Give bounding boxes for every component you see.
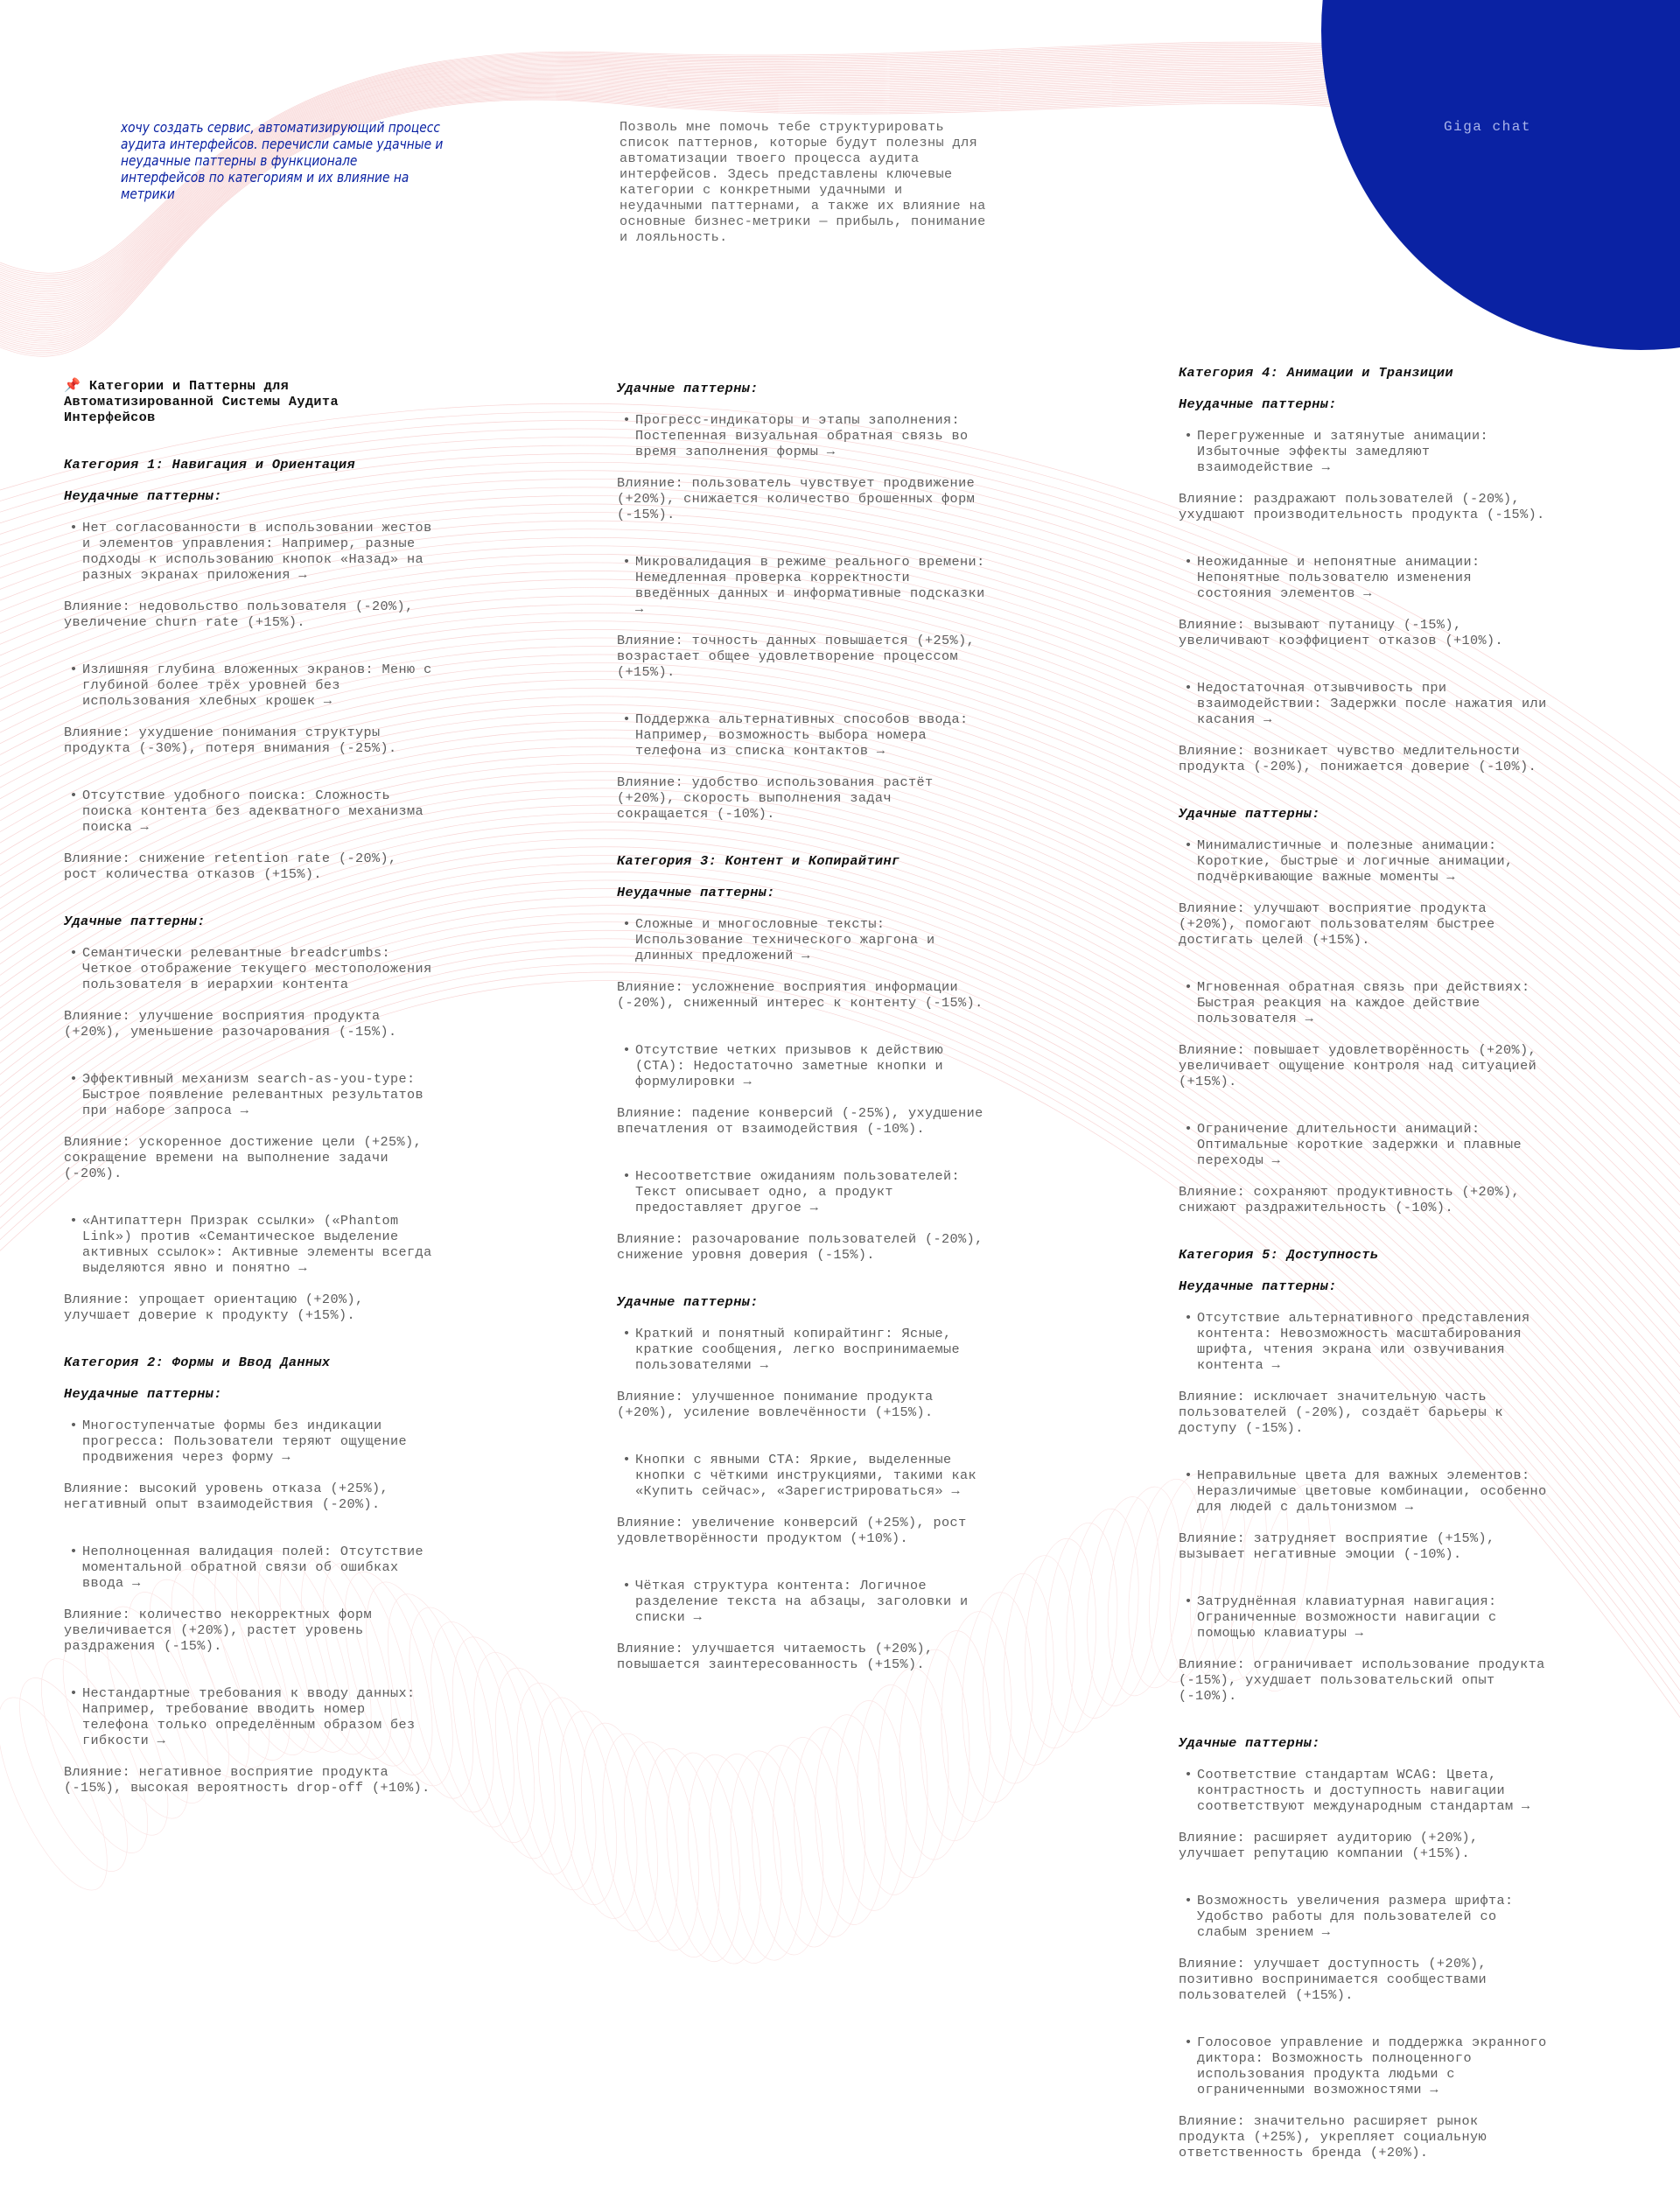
column-middle — [617, 381, 1072, 1704]
pattern-text: Микровалидация в режиме реального времени: Немедленная проверка корректности введённых данных и информативные подсказки → — [635, 554, 985, 617]
pattern-text: Кнопки с явными CTA: Яркие, выделенные кнопки с чёткими инструкциями, такими как «Купить сейчас», «Зарегистрироваться» → — [635, 1452, 977, 1499]
assistant-name: Giga chat — [1444, 119, 1531, 135]
bullet-icon: • — [1184, 1310, 1193, 1326]
bad-patterns-heading: Неудачные паттерны: — [1179, 396, 1337, 412]
pattern-item — [1179, 1121, 1634, 1168]
assistant-intro: Позволь мне помочь тебе структурировать список паттернов, которые будут полезны для автоматизации твоего процесса аудита интерфейсов. Здесь представлены ключевые категории с конкретными удачными и неудачными паттернами, а также их влияние на основные бизнес-метрики — прибыль, понимание и лояльность. — [620, 119, 986, 245]
bad-patterns-heading: Неудачные паттерны: — [617, 885, 775, 900]
impact-text: Влияние: исключает значительную часть пользователей (-20%), создаёт барьеры к доступу (-15%). — [1179, 1389, 1504, 1436]
bullet-icon: • — [1184, 680, 1193, 696]
pattern-text: Возможность увеличения размера шрифта: Удобство работы для пользователей со слабым зрением → — [1197, 1893, 1514, 1940]
bullet-icon: • — [1184, 1893, 1193, 1908]
pattern-item — [64, 1685, 519, 1748]
bullet-icon: • — [1184, 1121, 1193, 1137]
category-accessibility — [1179, 1247, 1634, 2160]
pattern-item — [617, 711, 1072, 759]
pattern-item — [617, 916, 1072, 963]
category-title: Категория 3: Контент и Копирайтинг — [617, 853, 900, 869]
impact-text: Влияние: удобство использования растёт (+20%), скорость выполнения задач сокращается (-10%). — [617, 774, 934, 822]
pattern-item — [64, 945, 519, 992]
pattern-item — [617, 1168, 1072, 1215]
bullet-icon: • — [622, 554, 631, 570]
impact-text: Влияние: ограничивает использование продукта (-15%), ухудшает пользовательский опыт (-10%). — [1179, 1656, 1545, 1704]
impact-text: Влияние: возникает чувство медлительности продукта (-20%), понижается доверие (-10%). — [1179, 743, 1537, 774]
bad-patterns-heading: Неудачные паттерны: — [1179, 1278, 1337, 1294]
pattern-text: Неожиданные и непонятные анимации: Непонятные пользователю изменения состояния элементов → — [1197, 554, 1480, 601]
bullet-icon: • — [622, 1326, 631, 1341]
pattern-text: «Антипаттерн Призрак ссылки» («Phantom Link») против «Семантическое выделение активных ссылок»: Активные элементы всегда выделяются явно и понятно → — [82, 1213, 432, 1276]
bullet-icon: • — [1184, 2034, 1193, 2050]
pattern-text: Отсутствие удобного поиска: Сложность поиска контента без адекватного механизма поиска → — [82, 788, 424, 835]
impact-text: Влияние: усложнение восприятия информации (-20%), сниженный интерес к контенту (-15%). — [617, 979, 984, 1011]
bullet-icon: • — [622, 711, 631, 727]
bullet-icon: • — [622, 1042, 631, 1058]
bullet-icon: • — [1184, 554, 1193, 570]
impact-text: Влияние: количество некорректных форм увеличивается (+20%), растет уровень раздражения (-15%). — [64, 1607, 373, 1654]
impact-text: Влияние: увеличение конверсий (+25%), рост удовлетворённости продуктом (+10%). — [617, 1515, 967, 1546]
bullet-icon: • — [622, 916, 631, 932]
pattern-text: Прогресс-индикаторы и этапы заполнения: Постепенная визуальная обратная связь во время заполнения формы → — [635, 412, 969, 459]
pattern-item — [64, 662, 519, 709]
bullet-icon: • — [1184, 428, 1193, 444]
pattern-text: Соответствие стандартам WCAG: Цвета, контрастность и доступность навигации соответствуют международным стандартам → — [1197, 1767, 1530, 1814]
impact-text: Влияние: пользователь чувствует продвижение (+20%), снижается количество брошенных форм (-15%). — [617, 475, 976, 522]
pattern-text: Семантически релевантные breadcrumbs: Четкое отображение текущего местоположения пользователя в иерархии контента — [82, 945, 432, 992]
bullet-icon: • — [622, 1578, 631, 1593]
impact-text: Влияние: улучшение восприятия продукта (+20%), уменьшение разочарования (-15%). — [64, 1008, 397, 1040]
pattern-item — [1179, 837, 1634, 885]
impact-text: Влияние: ухудшение понимания структуры продукта (-30%), потеря внимания (-25%). — [64, 725, 397, 756]
pattern-item — [1179, 1593, 1634, 1641]
pattern-item — [1179, 1310, 1634, 1373]
bullet-icon: • — [1184, 837, 1193, 853]
bullet-icon: • — [69, 1544, 78, 1559]
bullet-icon: • — [69, 1685, 78, 1701]
category-title: Категория 5: Доступность — [1179, 1247, 1379, 1263]
pattern-item — [64, 520, 519, 583]
pattern-item — [1179, 2034, 1634, 2097]
impact-text: Влияние: недовольство пользователя (-20%), увеличение churn rate (+15%). — [64, 599, 414, 630]
pattern-text: Эффективный механизм search-as-you-type: Быстрое появление релевантных результатов при наборе запроса → — [82, 1071, 424, 1118]
category-content — [617, 853, 1072, 1672]
pattern-text: Минималистичные и полезные анимации: Короткие, быстрые и логичные анимации, подчёркивающие важные моменты → — [1197, 837, 1514, 885]
pattern-text: Недостаточная отзывчивость при взаимодействии: Задержки после нажатия или касания → — [1197, 680, 1547, 727]
bullet-icon: • — [69, 662, 78, 677]
bad-patterns-heading: Неудачные паттерны: — [64, 1386, 222, 1402]
bullet-icon: • — [69, 1213, 78, 1229]
pattern-text: Излишняя глубина вложенных экранов: Меню с глубиной более трёх уровней без использования хлебных крошек → — [82, 662, 432, 709]
impact-text: Влияние: улучшается читаемость (+20%), повышается заинтересованность (+15%). — [617, 1641, 934, 1672]
category-title: Категория 4: Анимации и Транзиции — [1179, 365, 1453, 381]
good-patterns-heading: Удачные паттерны: — [1179, 1735, 1320, 1751]
pattern-text: Нет согласованности в использовании жестов и элементов управления: Например, разные подходы к использованию кнопок «Назад» на разных экранах приложения → — [82, 520, 432, 583]
impact-text: Влияние: упрощает ориентацию (+20%), улучшает доверие к продукту (+15%). — [64, 1292, 364, 1323]
pattern-item — [1179, 1767, 1634, 1814]
bullet-icon: • — [69, 945, 78, 961]
impact-text: Влияние: улучшают восприятие продукта (+20%), помогают пользователям быстрее достигать целей (+15%). — [1179, 900, 1495, 948]
pattern-item — [64, 1213, 519, 1276]
pattern-text: Отсутствие четких призывов к действию (CTA): Недостаточно заметные кнопки и формулировки → — [635, 1042, 944, 1089]
pattern-text: Несоответствие ожиданиям пользователей: Текст описывает одно, а продукт предоставляет другое → — [635, 1168, 961, 1215]
pattern-item — [617, 554, 1072, 617]
pattern-item — [617, 1042, 1072, 1089]
pattern-text: Затруднённая клавиатурная навигация: Ограниченные возможности навигации с помощью клавиатуры → — [1197, 1593, 1497, 1641]
pattern-item — [617, 412, 1072, 459]
bullet-icon: • — [622, 1168, 631, 1184]
pattern-text: Нестандартные требования к вводу данных: Например, требование вводить номер телефона только определённым образом без гибкости → — [82, 1685, 416, 1748]
category-title: Категория 1: Навигация и Ориентация — [64, 457, 355, 473]
pattern-item — [1179, 554, 1634, 601]
impact-text: Влияние: ускоренное достижение цели (+25%), сокращение времени на выполнение задачи (-20%). — [64, 1134, 423, 1181]
pattern-item — [64, 788, 519, 835]
document-title: 📌 Категории и Паттерны для Автоматизированной Системы Аудита Интерфейсов — [64, 378, 339, 425]
impact-text: Влияние: негативное восприятие продукта (-15%), высокая вероятность drop-off (+10%). — [64, 1764, 430, 1796]
pattern-text: Чёткая структура контента: Логичное разделение текста на абзацы, заголовки и списки → — [635, 1578, 969, 1625]
bullet-icon: • — [69, 788, 78, 803]
pattern-item — [617, 1326, 1072, 1373]
good-patterns-heading: Удачные паттерны: — [617, 1294, 759, 1310]
pattern-text: Мгновенная обратная связь при действиях: Быстрая реакция на каждое действие пользователя → — [1197, 979, 1530, 1026]
pattern-text: Отсутствие альтернативного представления контента: Невозможность масштабирования шрифта, чтения экрана или озвучивания контента → — [1197, 1310, 1530, 1373]
impact-text: Влияние: затрудняет восприятие (+15%), вызывает негативные эмоции (-10%). — [1179, 1530, 1495, 1562]
impact-text: Влияние: точность данных повышается (+25%), возрастает общее удовлетворение процессом (+15%). — [617, 633, 976, 680]
pattern-item — [1179, 1893, 1634, 1940]
pattern-item — [64, 1418, 519, 1465]
good-patterns-heading: Удачные паттерны: — [1179, 806, 1320, 822]
pushpin-icon: 📌 — [64, 378, 81, 394]
pattern-item — [1179, 428, 1634, 475]
impact-text: Влияние: раздражают пользователей (-20%), ухудшают производительность продукта (-15%). — [1179, 491, 1545, 522]
pattern-text: Неполноценная валидация полей: Отсутствие моментальной обратной связи об ошибках ввода → — [82, 1544, 424, 1591]
bad-patterns-heading: Неудачные паттерны: — [64, 488, 222, 504]
pattern-text: Сложные и многословные тексты: Использование технического жаргона и длинных предложений → — [635, 916, 935, 963]
pattern-item — [617, 1452, 1072, 1499]
bullet-icon: • — [1184, 1767, 1193, 1782]
bullet-icon: • — [69, 520, 78, 536]
category-forms-good — [617, 381, 1072, 822]
pattern-item — [1179, 979, 1634, 1026]
impact-text: Влияние: повышает удовлетворённость (+20%), увеличивает ощущение контроля над ситуацией (+15%). — [1179, 1042, 1537, 1089]
category-forms-bad — [64, 1355, 519, 1796]
bullet-icon: • — [1184, 979, 1193, 995]
impact-text: Влияние: расширяет аудиторию (+20%), улучшает репутацию компании (+15%). — [1179, 1830, 1479, 1861]
pattern-text: Неправильные цвета для важных элементов: Неразличимые цветовые комбинации, особенно для людей с дальтонизмом → — [1197, 1467, 1547, 1515]
column-right — [1179, 365, 1634, 2192]
impact-text: Влияние: падение конверсий (-25%), ухудшение впечатления от взаимодействия (-10%). — [617, 1105, 984, 1137]
user-question: хочу создать сервис, автоматизирующий процесс аудита интерфейсов. перечисли самые удачные и неудачные паттерны в функционале интерфейсов по категориям и их влияние на метрики — [121, 119, 444, 202]
bullet-icon: • — [622, 412, 631, 428]
impact-text: Влияние: улучшенное понимание продукта (+20%), усиление вовлечённости (+15%). — [617, 1389, 934, 1420]
bullet-icon: • — [1184, 1467, 1193, 1483]
pattern-item — [64, 1544, 519, 1591]
pattern-text: Голосовое управление и поддержка экранного диктора: Возможность полноценного использования продукта людьми с ограниченными возможностями → — [1197, 2034, 1547, 2097]
good-patterns-heading: Удачные паттерны: — [64, 914, 206, 929]
pattern-text: Перегруженные и затянутые анимации: Избыточные эффекты замедляют взаимодействие → — [1197, 428, 1488, 475]
pattern-text: Краткий и понятный копирайтинг: Ясные, краткие сообщения, легко воспринимаемые пользователями → — [635, 1326, 961, 1373]
impact-text: Влияние: сохраняют продуктивность (+20%), снижают раздражительность (-10%). — [1179, 1184, 1521, 1215]
category-title: Категория 2: Формы и Ввод Данных — [64, 1355, 331, 1370]
bullet-icon: • — [69, 1418, 78, 1433]
pattern-item — [617, 1578, 1072, 1625]
pattern-item — [1179, 680, 1634, 727]
good-patterns-heading: Удачные паттерны: — [617, 381, 759, 396]
pattern-item — [64, 1071, 519, 1118]
impact-text: Влияние: разочарование пользователей (-20%), снижение уровня доверия (-15%). — [617, 1231, 984, 1263]
impact-text: Влияние: высокий уровень отказа (+25%), негативный опыт взаимодействия (-20%). — [64, 1481, 389, 1512]
impact-text: Влияние: вызывают путаницу (-15%), увеличивают коэффициент отказов (+10%). — [1179, 617, 1504, 648]
pattern-text: Многоступенчатые формы без индикации прогресса: Пользователи теряют ощущение продвижения через форму → — [82, 1418, 408, 1465]
bullet-icon: • — [69, 1071, 78, 1087]
impact-text: Влияние: снижение retention rate (-20%), рост количества отказов (+15%). — [64, 851, 397, 882]
bullet-icon: • — [622, 1452, 631, 1467]
pattern-item — [1179, 1467, 1634, 1515]
bullet-icon: • — [1184, 1593, 1193, 1609]
column-left — [64, 378, 519, 1827]
category-navigation — [64, 457, 519, 1323]
pattern-text: Ограничение длительности анимаций: Оптимальные короткие задержки и плавные переходы → — [1197, 1121, 1522, 1168]
category-animations — [1179, 365, 1634, 1215]
impact-text: Влияние: значительно расширяет рынок продукта (+25%), укрепляет социальную ответственность бренда (+20%). — [1179, 2113, 1488, 2160]
impact-text: Влияние: улучшает доступность (+20%), позитивно воспринимается сообществами пользователей (+15%). — [1179, 1956, 1488, 2003]
pattern-text: Поддержка альтернативных способов ввода: Например, возможность выбора номера телефона из списка контактов → — [635, 711, 969, 759]
